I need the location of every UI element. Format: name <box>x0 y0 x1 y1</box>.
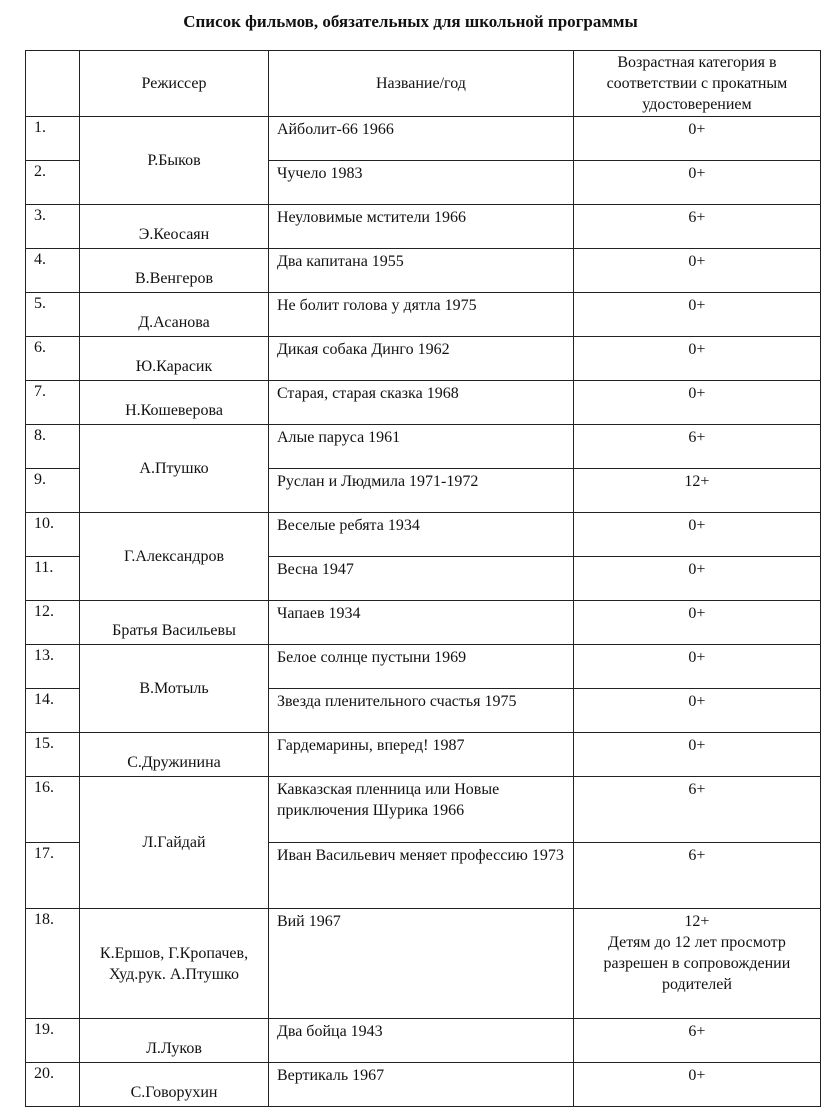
film-title: Гардемарины, вперед! 1987 <box>268 733 573 777</box>
film-number: 18. <box>26 909 80 1019</box>
film-title: Два капитана 1955 <box>268 249 573 293</box>
director-name: В.Мотыль <box>80 645 269 733</box>
film-title: Руслан и Людмила 1971-1972 <box>268 469 573 513</box>
film-number: 2. <box>26 161 80 205</box>
age-rating-value: 6+ <box>688 429 706 446</box>
director-name: В.Венгеров <box>80 249 269 293</box>
film-number: 8. <box>26 425 80 469</box>
film-number: 16. <box>26 777 80 843</box>
age-rating-value: 12+ <box>684 473 710 490</box>
table-row <box>26 733 821 777</box>
age-rating <box>573 117 820 161</box>
film-title: Айболит-66 1966 <box>268 117 573 161</box>
age-rating <box>573 513 820 557</box>
films-table <box>25 50 821 1107</box>
table-row <box>26 513 821 557</box>
age-rating <box>573 557 820 601</box>
age-rating-value: 0+ <box>688 517 706 534</box>
age-rating <box>573 293 820 337</box>
film-number: 9. <box>26 469 80 513</box>
header-director: Режиссер <box>80 51 269 117</box>
age-rating-value: 6+ <box>688 781 706 798</box>
film-title: Чапаев 1934 <box>268 601 573 645</box>
age-rating-value: 6+ <box>688 1023 706 1040</box>
age-rating <box>573 249 820 293</box>
film-title: Неуловимые мстители 1966 <box>268 205 573 249</box>
table-row <box>26 909 821 1019</box>
director-name: К.Ершов, Г.Кропачев, Худ.рук. А.Птушко <box>80 909 269 1019</box>
film-title: Вий 1967 <box>268 909 573 1019</box>
table-row <box>26 601 821 645</box>
film-number: 19. <box>26 1019 80 1063</box>
age-rating-value: 0+ <box>688 693 706 710</box>
director-name: Д.Асанова <box>80 293 269 337</box>
director-name: Р.Быков <box>80 117 269 205</box>
film-number: 20. <box>26 1063 80 1107</box>
film-title: Вертикаль 1967 <box>268 1063 573 1107</box>
age-rating <box>573 689 820 733</box>
age-rating <box>573 645 820 689</box>
table-row <box>26 205 821 249</box>
age-rating-value: 0+ <box>688 165 706 182</box>
film-number: 3. <box>26 205 80 249</box>
age-rating <box>573 1063 820 1107</box>
age-rating-value: 0+ <box>688 297 706 314</box>
film-number: 4. <box>26 249 80 293</box>
director-name: Н.Кошеверова <box>80 381 269 425</box>
film-number: 11. <box>26 557 80 601</box>
film-title: Звезда пленительного счастья 1975 <box>268 689 573 733</box>
film-number: 6. <box>26 337 80 381</box>
age-rating <box>573 205 820 249</box>
age-rating <box>573 337 820 381</box>
director-name: А.Птушко <box>80 425 269 513</box>
header-title: Название/год <box>268 51 573 117</box>
age-rating-value: 12+ <box>684 913 710 930</box>
film-title: Кавказская пленница или Новые приключения Шурика 1966 <box>268 777 573 843</box>
age-rating-value: 0+ <box>688 385 706 402</box>
table-row <box>26 293 821 337</box>
film-title: Не болит голова у дятла 1975 <box>268 293 573 337</box>
header-row <box>26 51 821 117</box>
age-rating <box>573 777 820 843</box>
age-rating-value: 0+ <box>688 121 706 138</box>
table-row <box>26 381 821 425</box>
age-rating-value: 0+ <box>688 1067 706 1084</box>
age-rating-value: 0+ <box>688 605 706 622</box>
film-title: Иван Васильевич меняет профессию 1973 <box>268 843 573 909</box>
table-row <box>26 425 821 469</box>
table-row <box>26 1019 821 1063</box>
film-number: 14. <box>26 689 80 733</box>
table-row <box>26 645 821 689</box>
director-name: Ю.Карасик <box>80 337 269 381</box>
age-rating <box>573 381 820 425</box>
film-number: 15. <box>26 733 80 777</box>
film-title: Два бойца 1943 <box>268 1019 573 1063</box>
age-rating-value: 0+ <box>688 561 706 578</box>
table-row <box>26 117 821 161</box>
film-title: Веселые ребята 1934 <box>268 513 573 557</box>
film-title: Дикая собака Динго 1962 <box>268 337 573 381</box>
film-number: 17. <box>26 843 80 909</box>
film-title: Чучело 1983 <box>268 161 573 205</box>
age-rating <box>573 843 820 909</box>
age-rating-value: 0+ <box>688 253 706 270</box>
age-rating <box>573 161 820 205</box>
age-rating <box>573 909 820 1019</box>
director-name: С.Дружинина <box>80 733 269 777</box>
age-rating <box>573 601 820 645</box>
director-name: Л.Луков <box>80 1019 269 1063</box>
table-row <box>26 777 821 843</box>
film-number: 13. <box>26 645 80 689</box>
header-num <box>26 51 80 117</box>
director-name: Г.Александров <box>80 513 269 601</box>
document-title: Список фильмов, обязательных для школьной программы <box>183 12 638 31</box>
age-rating <box>573 425 820 469</box>
film-title: Старая, старая сказка 1968 <box>268 381 573 425</box>
film-number: 12. <box>26 601 80 645</box>
age-rating-value: 6+ <box>688 209 706 226</box>
film-number: 10. <box>26 513 80 557</box>
film-title: Белое солнце пустыни 1969 <box>268 645 573 689</box>
film-title: Весна 1947 <box>268 557 573 601</box>
table-row <box>26 249 821 293</box>
table-row <box>26 1063 821 1107</box>
age-rating <box>573 1019 820 1063</box>
age-rating <box>573 733 820 777</box>
director-name: Братья Васильевы <box>80 601 269 645</box>
director-name: С.Говорухин <box>80 1063 269 1107</box>
table-row <box>26 337 821 381</box>
age-rating-value: 0+ <box>688 737 706 754</box>
film-number: 5. <box>26 293 80 337</box>
film-title: Алые паруса 1961 <box>268 425 573 469</box>
age-rating-value: 0+ <box>688 649 706 666</box>
film-number: 1. <box>26 117 80 161</box>
film-number: 7. <box>26 381 80 425</box>
age-rating-value: 6+ <box>688 847 706 864</box>
age-rating-value: 0+ <box>688 341 706 358</box>
director-name: Э.Кеосаян <box>80 205 269 249</box>
age-rating <box>573 469 820 513</box>
director-name: Л.Гайдай <box>80 777 269 909</box>
header-age: Возрастная категория в соответствии с прокатным удостоверением <box>573 51 820 117</box>
age-rating-note: Детям до 12 лет просмотр разрешен в сопровождении родителей <box>603 934 791 993</box>
